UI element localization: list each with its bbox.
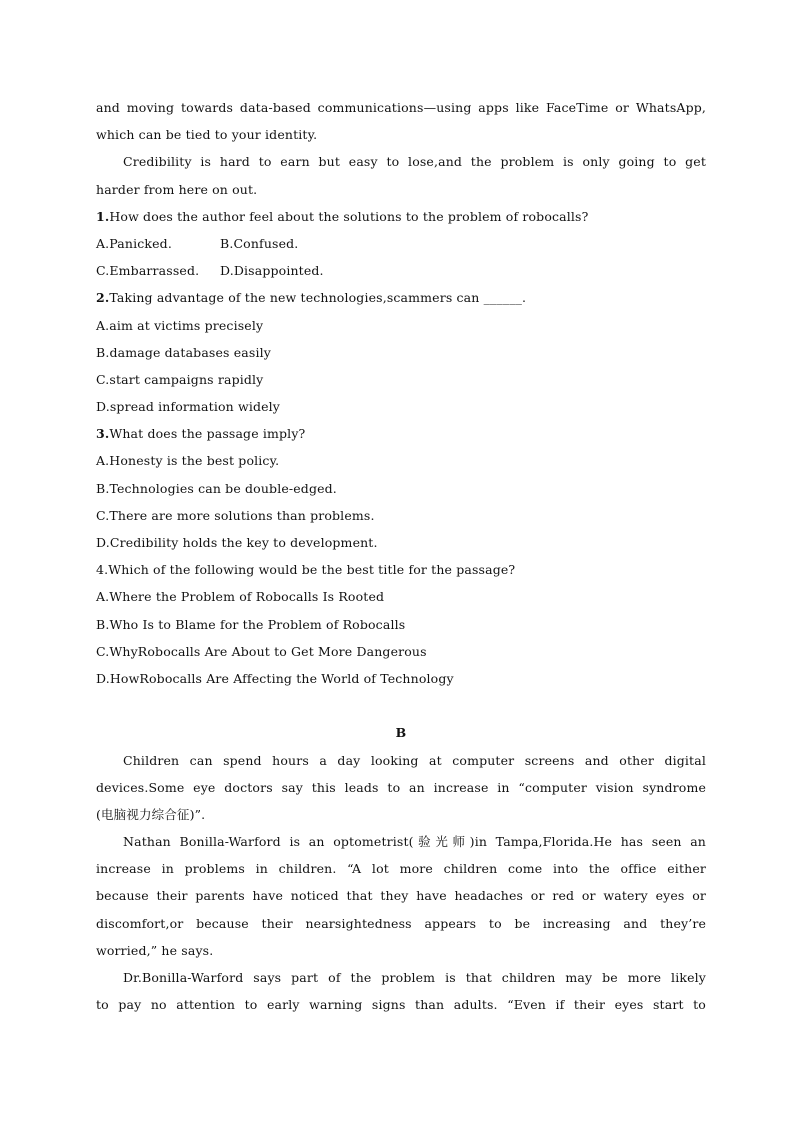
- option-d: D.spread information widely: [96, 399, 281, 415]
- option-b: B.Who Is to Blame for the Problem of Robocalls: [96, 616, 406, 632]
- question-1-options-row-2: [96, 257, 706, 284]
- question-4-stem: [96, 556, 706, 583]
- option-c: C.There are more solutions than problems.: [96, 507, 375, 523]
- option-a: A.aim at victims precisely: [96, 317, 264, 333]
- option-c: C.start campaigns rapidly: [96, 371, 264, 387]
- question-number: 2.: [96, 290, 110, 306]
- option-d: D.Credibility holds the key to development.: [96, 535, 378, 550]
- passage-a-line: Credibility is hard to earn but easy to lose,and the problem is only going to get: [123, 154, 706, 170]
- question-2-stem: [96, 284, 706, 311]
- question-text: What does the passage imply?: [109, 426, 306, 442]
- passage-a-line: harder from here on out.: [96, 181, 258, 197]
- question-3-stem: [96, 420, 706, 447]
- question-number: 3.: [96, 426, 110, 442]
- option-d: D.Disappointed.: [220, 263, 324, 279]
- option-d: D.HowRobocalls Are Affecting the World of Technology: [96, 670, 454, 686]
- passage-b-line: worried,” he says.: [96, 942, 214, 958]
- option-c: C.Embarrassed.: [96, 263, 200, 279]
- passage-a-line: and moving towards data-based communications—using apps like FaceTime or WhatsApp,: [96, 100, 706, 115]
- section-spacer: [96, 692, 706, 719]
- option-a: A.Panicked.: [96, 235, 172, 251]
- passage-b-line: to pay no attention to early warning signs than adults. “Even if their eyes start to: [96, 997, 706, 1013]
- passage-b-line: Dr.Bonilla-Warford says part of the problem is that children may be more likely: [123, 970, 706, 985]
- question-number: 4.: [96, 562, 109, 578]
- option-a: A.Where the Problem of Robocalls Is Rooted: [96, 589, 385, 605]
- passage-b-line: Children can spend hours a day looking at computer screens and other digital: [123, 752, 706, 768]
- option-b: B.Technologies can be double-edged.: [96, 480, 337, 496]
- section-heading: B: [395, 725, 407, 741]
- passage-b-line: increase in problems in children. “A lot more children come into the office either: [96, 861, 706, 877]
- question-1-options-row-1: [96, 230, 706, 257]
- option-c: C.WhyRobocalls Are About to Get More Dangerous: [96, 643, 427, 659]
- option-b: B.Confused.: [220, 235, 299, 251]
- question-number: 1.: [96, 208, 110, 224]
- option-a: A.Honesty is the best policy.: [96, 453, 280, 469]
- question-text: How does the author feel about the solutions to the problem of robocalls?: [109, 208, 589, 224]
- passage-b-line: Nathan Bonilla-Warford is an optometrist(验光师)in Tampa,Florida.He has seen an: [123, 834, 706, 850]
- option-b: B.damage databases easily: [96, 344, 271, 360]
- question-1-stem: [96, 203, 706, 230]
- question-text: Taking advantage of the new technologies,scammers can ______.: [109, 290, 527, 306]
- passage-b-line: devices.Some eye doctors say this leads to an increase in “computer vision syndrome: [96, 779, 706, 795]
- passage-b-line: (电脑视力综合征)”.: [96, 806, 206, 822]
- question-text: Which of the following would be the best title for the passage?: [108, 562, 516, 578]
- passage-b-line: discomfort,or because their nearsightedness appears to be increasing and they’re: [96, 915, 706, 931]
- passage-a-line: which can be tied to your identity.: [96, 127, 318, 143]
- passage-b-line: because their parents have noticed that they have headaches or red or watery eyes or: [96, 888, 706, 904]
- page-content: [96, 94, 706, 1018]
